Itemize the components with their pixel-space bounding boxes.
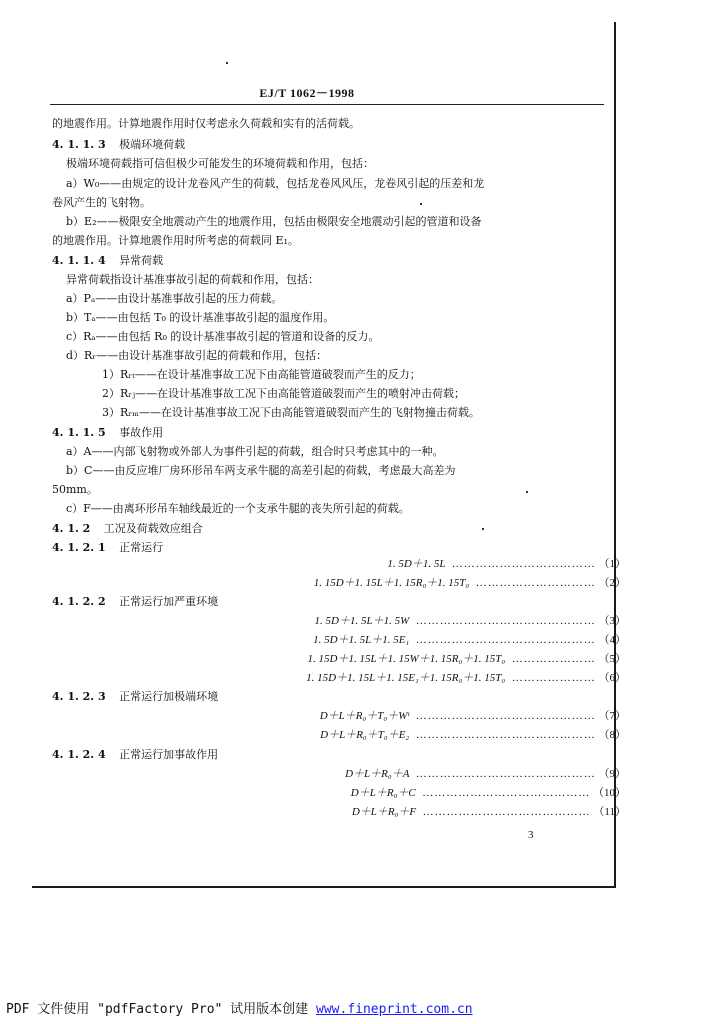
- equation: D＋L＋R₀＋C …………………………………… （10）: [350, 787, 626, 799]
- equation-number: （5）: [598, 653, 626, 665]
- equation-expression: 1. 15D＋1. 15L＋1. 15W＋1. 15R₀＋1. 15T₀: [307, 653, 506, 665]
- equation-expression: D＋L＋R₀＋C: [350, 787, 416, 799]
- text-line: c）F——由离环形吊车轴线最近的一个支承牛腿的丧失所引起的荷载。: [66, 502, 410, 515]
- scan-speck: [420, 203, 422, 205]
- equation-expression: 1. 5D＋1. 5L＋1. 5W: [314, 615, 410, 627]
- page-border-bottom: [32, 886, 616, 888]
- header-rule: [50, 104, 604, 105]
- section-number: 4. 1. 1. 4: [52, 254, 106, 267]
- section-title: 极端环境荷载: [119, 138, 186, 151]
- text-line: 2）Rᵣⱼ——在设计基准事故工况下由高能管道破裂而产生的喷射冲击荷载；: [102, 387, 466, 400]
- equation-number: （9）: [598, 768, 626, 780]
- equation-number: （1）: [598, 558, 626, 570]
- text-line: 50mm。: [52, 483, 98, 496]
- section-title: 工况及荷载效应组合: [103, 522, 203, 535]
- equation-expression: 1. 15D＋1. 15L＋1. 15R₀＋1. 15T₀: [313, 577, 470, 589]
- section-number: 4. 1. 2. 2: [52, 595, 106, 608]
- text-line: 异常荷载指设计基准事故引起的荷载和作用，包括：: [66, 273, 319, 286]
- equation: D＋L＋R₀＋F …………………………………… （11）: [351, 806, 626, 818]
- text-line: 1）Rᵣₜ——在设计基准事故工况下由高能管道破裂而产生的反力；: [102, 368, 421, 381]
- equation-expression: D＋L＋R₀＋T₀＋E₂: [320, 729, 410, 741]
- equation: 1. 15D＋1. 15L＋1. 15E₁＋1. 15R₀＋1. 15T₀ ………………… （6）: [306, 672, 626, 684]
- equation: 1. 15D＋1. 15L＋1. 15W＋1. 15R₀＋1. 15T₀ ………………… （5）: [307, 653, 626, 665]
- section-number: 4. 1. 2. 3: [52, 690, 106, 703]
- section-heading-412: [52, 521, 203, 537]
- equation: D＋L＋R₀＋A ……………………………………… （9）: [345, 768, 626, 780]
- pdf-factory-footer: [6, 998, 473, 1017]
- equation: D＋L＋R₀＋T₀＋E₂ ……………………………………… （8）: [320, 729, 626, 741]
- section-heading-4121: [52, 540, 163, 556]
- equation-number: （4）: [598, 634, 626, 646]
- section-title: 正常运行加极端环境: [119, 690, 219, 703]
- section-number: 4. 1. 1. 3: [52, 138, 106, 151]
- equation: D＋L＋R₀＋T₀＋Wᵗ ……………………………………… （7）: [319, 710, 626, 722]
- section-heading-4114: [52, 253, 163, 269]
- equation-number: （2）: [598, 577, 626, 589]
- equation-number: （7）: [598, 710, 626, 722]
- scan-speck: [526, 491, 528, 493]
- equation-number: （8）: [598, 729, 626, 741]
- section-title: 正常运行加事故作用: [119, 748, 219, 761]
- equation-expression: D＋L＋R₀＋A: [345, 768, 410, 780]
- text-line: a）A——内部飞射物或外部人为事件引起的荷载，组合时只考虑其中的一种。: [66, 445, 444, 458]
- section-heading-4122: [52, 594, 218, 610]
- text-line: 极端环境荷载指可信但极少可能发生的环境荷载和作用，包括：: [66, 157, 374, 170]
- scan-speck: [482, 528, 484, 530]
- section-heading-4123: [52, 689, 218, 705]
- equation-expression: 1. 5D＋1. 5L＋1. 5E₁: [313, 634, 410, 646]
- section-number: 4. 1. 2: [52, 522, 91, 535]
- text-line: b）E₂——极限安全地震动产生的地震作用，包括由极限安全地震动引起的管道和设备: [66, 215, 482, 228]
- text-line: 3）Rᵣₘ——在设计基准事故工况下由高能管道破裂而产生的飞射物撞击荷载。: [102, 406, 480, 419]
- page-number: 3: [528, 829, 534, 841]
- section-heading-4124: [52, 747, 218, 763]
- text-line: 的地震作用。计算地震作用时仅考虑永久荷载和实有的活荷载。: [52, 117, 360, 130]
- equation-number: （10）: [593, 787, 626, 799]
- page-border-right: [614, 22, 616, 888]
- text-line: b）Tₐ——由包括 T₀ 的设计基准事故引起的温度作用。: [66, 311, 335, 324]
- section-heading-4115: [52, 425, 163, 441]
- section-title: 正常运行: [119, 541, 164, 554]
- section-heading-4113: [52, 137, 185, 153]
- equation-expression: 1. 15D＋1. 15L＋1. 15E₁＋1. 15R₀＋1. 15T₀: [306, 672, 506, 684]
- section-title: 异常荷载: [119, 254, 164, 267]
- text-line: d）Rᵣ——由设计基准事故引起的荷载和作用，包括：: [66, 349, 328, 362]
- standard-number-header: EJ/T 1062－1998: [259, 86, 355, 100]
- equation-expression: 1. 5D＋1. 5L: [387, 558, 446, 570]
- equation-number: （3）: [598, 615, 626, 627]
- text-line: a）W₀——由规定的设计龙卷风产生的荷载，包括龙卷风风压，龙卷风引起的压差和龙: [66, 177, 485, 190]
- text-line: b）C——由反应堆厂房环形吊车两支承牛腿的高差引起的荷载，考虑最大高差为: [66, 464, 456, 477]
- equation-number: （6）: [598, 672, 626, 684]
- footer-text: PDF 文件使用 "pdfFactory Pro" 试用版本创建: [6, 1002, 309, 1017]
- text-line: 卷风产生的飞射物。: [52, 196, 151, 209]
- equation-expression: D＋L＋R₀＋F: [351, 806, 417, 818]
- fineprint-link[interactable]: www.fineprint.com.cn: [316, 1002, 473, 1017]
- section-number: 4. 1. 2. 4: [52, 748, 106, 761]
- section-title: 正常运行加严重环境: [119, 595, 219, 608]
- equation: 1. 15D＋1. 15L＋1. 15R₀＋1. 15T₀ ………………………… （2）: [313, 577, 626, 589]
- text-line: c）Rₐ——由包括 R₀ 的设计基准事故引起的管道和设备的反力。: [66, 330, 380, 343]
- equation-expression: D＋L＋R₀＋T₀＋Wᵗ: [319, 710, 410, 722]
- section-number: 4. 1. 1. 5: [52, 426, 106, 439]
- text-line: 的地震作用。计算地震作用时所考虑的荷载同 E₁。: [52, 234, 299, 247]
- equation: 1. 5D＋1. 5L＋1. 5W ……………………………………… （3）: [314, 615, 626, 627]
- equation: 1. 5D＋1. 5L＋1. 5E₁ ……………………………………… （4）: [313, 634, 626, 646]
- equation: 1. 5D＋1. 5L ……………………………… （1）: [387, 558, 626, 570]
- text-line: a）Pₐ——由设计基准事故引起的压力荷载。: [66, 292, 283, 305]
- section-title: 事故作用: [119, 426, 164, 439]
- section-number: 4. 1. 2. 1: [52, 541, 106, 554]
- equation-number: （11）: [593, 806, 626, 818]
- scan-speck: [226, 62, 228, 64]
